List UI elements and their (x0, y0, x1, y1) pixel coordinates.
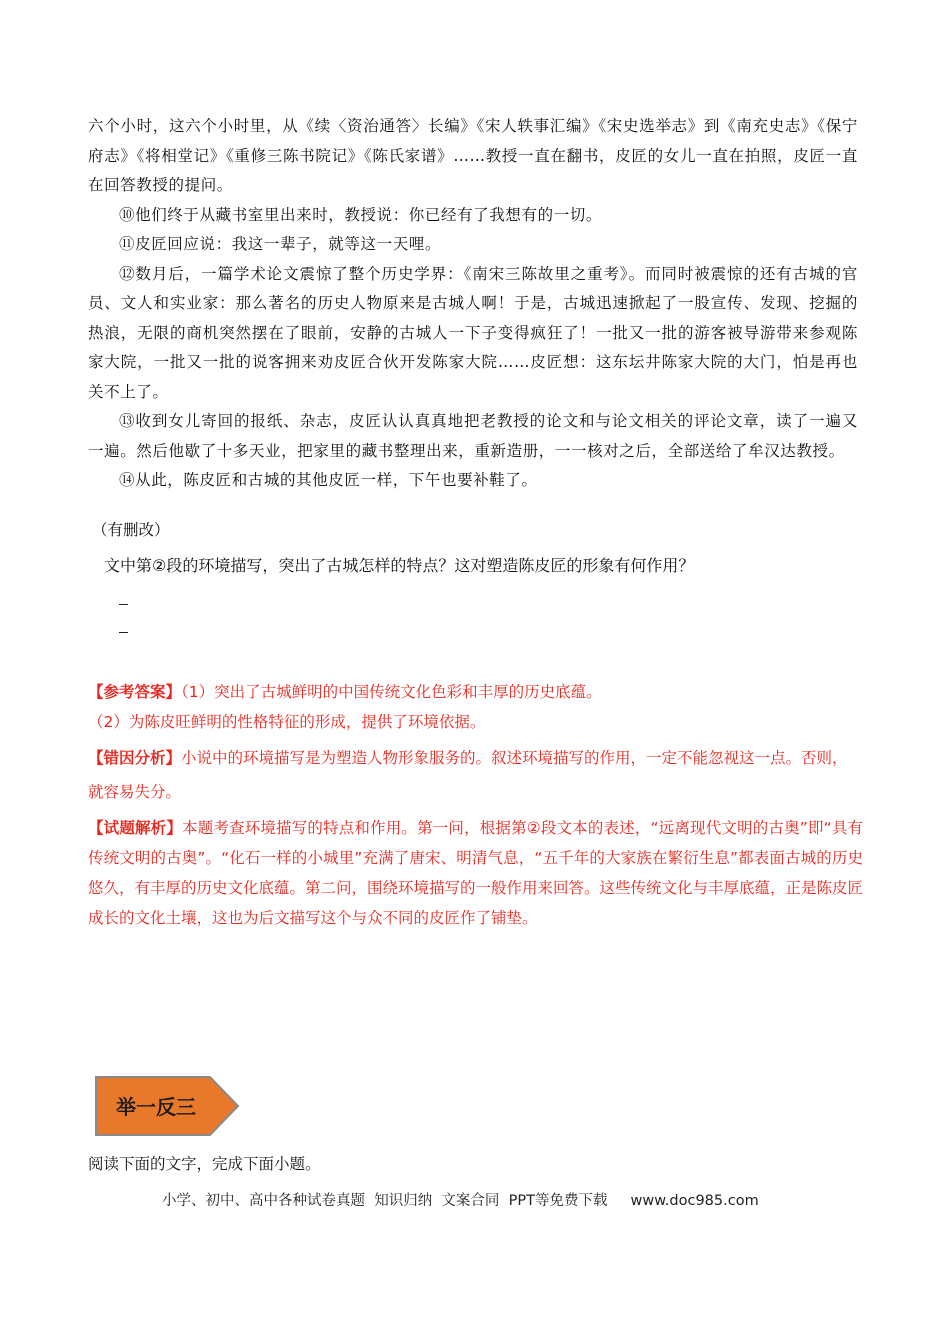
answer-blank-line[interactable] (119, 604, 128, 605)
story-paragraph: ⑭从此，陈皮匠和古城的其他皮匠一样，下午也要补鞋了。 (119, 471, 538, 489)
answer-blank-line[interactable] (119, 632, 128, 633)
story-paragraph: 六个小时，这六个小时里，从《续〈资治通答〉长编》《宋人轶事汇编》《宋史选举志》到《南充史志》《保宁府志》《将相堂记》《重修三陈书院记》《陈氏家谱》……教授一直在翻书，皮匠的女儿一直在拍照，皮匠一直在回答教授的提问。 (88, 117, 858, 194)
reference-answer-2: （2）为陈皮旺鲜明的性格特征的形成，提供了环境依据。 (88, 713, 486, 731)
story-paragraph: ⑬收到女儿寄回的报纸、杂志，皮匠认认真真地把老教授的论文和与论文相关的评论文章，读了一遍又一遍。然后他歇了十多天业，把家里的藏书整理出来，重新造册，一一核对之后，全部送给了牟汉达教授。 (88, 412, 858, 460)
section-banner (94, 1075, 240, 1137)
edit-note: （有删改） (92, 521, 170, 539)
story-text (88, 112, 858, 496)
answer-section (88, 677, 863, 933)
reference-answer-label: 【参考答案】 (88, 683, 182, 701)
reference-answer-text: （1）突出了古城鲜明的中国传统文化色彩和丰厚的历史底蕴。 (181, 683, 602, 701)
error-analysis-label: 【错因分析】 (88, 749, 182, 767)
banner-label: 举一反三 (116, 1095, 196, 1119)
story-paragraph: ⑫数月后，一篇学术论文震惊了整个历史学界：《南宋三陈故里之重考》。而同时被震惊的还有古城的官员、文人和实业家：那么著名的历史人物原来是古城人啊！于是，古城迅速掀起了一股宣传、发现、挖掘的热浪，无限的商机突然摆在了眼前，安静的古城人一下子变得疯狂了！一批又一批的游客被导游带来参观陈家大院，一批又一批的说客拥来劝皮匠合伙开发陈家大院……皮匠想：这东坛井陈家大院的大门，怕是再也关不上了。 (88, 264, 858, 401)
error-analysis (88, 741, 863, 809)
question-analysis-text: 本题考查环境描写的特点和作用。第一问，根据第②段文本的表述，“远离现代文明的古奥”即“具有传统文明的古奥”。“化石一样的小城里”充满了唐宋、明清气息，“五千年的大家族在繁衍生息”都表面古城的历史悠久，有丰厚的历史文化底蕴。第二问，围绕环境描写的一般作用来回答。这些传统文化与丰厚底蕴，正是陈皮匠成长的文化土壤，这也为后文描写这个与众不同的皮匠作了铺垫。 (88, 819, 864, 927)
reference-answer-1 (88, 677, 863, 707)
question-analysis (88, 813, 863, 933)
question-text: 文中第②段的环境描写，突出了古城怎样的特点？这对塑造陈皮匠的形象有何作用？ (104, 556, 695, 575)
story-paragraph: ⑩他们终于从藏书室里出来时，教授说：你已经有了我想有的一切。 (119, 205, 603, 224)
question-analysis-label: 【试题解析】 (88, 819, 183, 837)
page-footer: 小学、初中、高中各种试卷真题 知识归纳 文案合同 PPT等免费下载 www.doc985.com (162, 1193, 759, 1209)
story-paragraph: ⑪皮匠回应说：我这一辈子，就等这一天哩。 (119, 235, 442, 253)
error-analysis-text: 小说中的环境描写是为塑造人物形象服务的。叙述环境描写的作用，一定不能忽视这一点。否则，就容易失分。 (88, 749, 848, 801)
reading-instruction: 阅读下面的文字，完成下面小题。 (88, 1155, 321, 1173)
